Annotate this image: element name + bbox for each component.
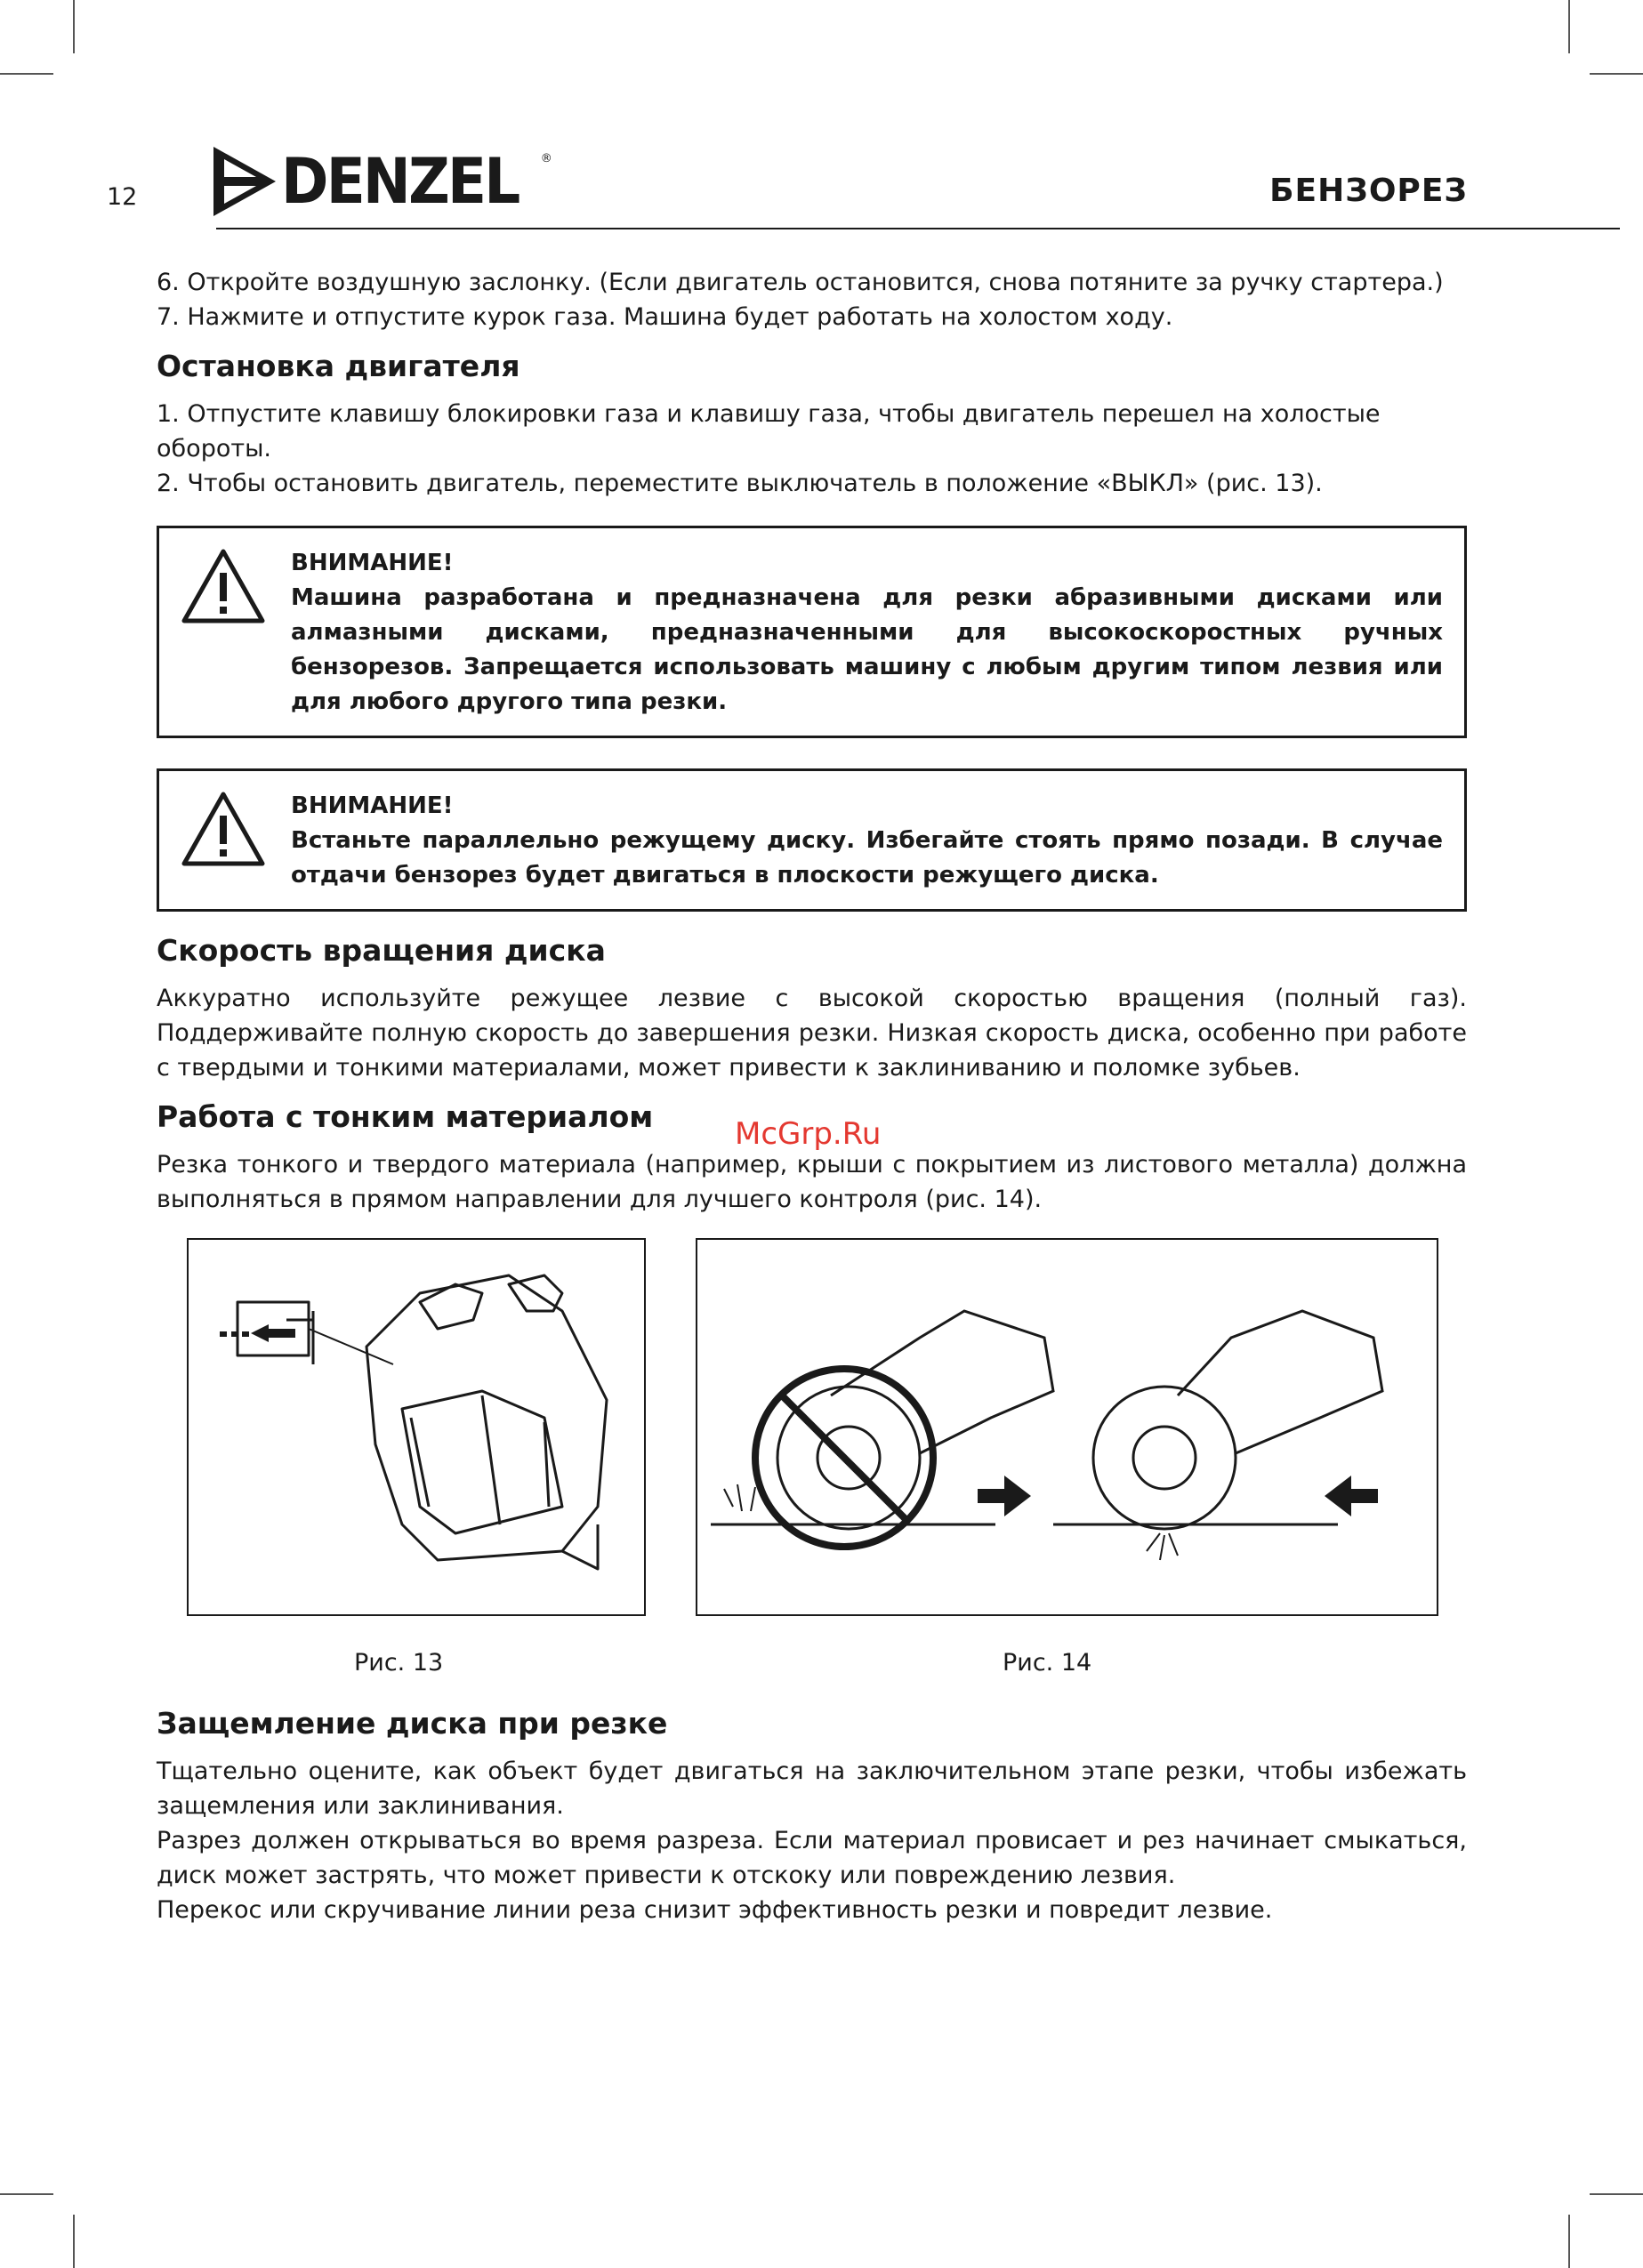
header-title: БЕНЗОРЕЗ	[1269, 173, 1468, 209]
crop-mark	[0, 2193, 53, 2195]
brand-logo	[213, 145, 552, 218]
cutting-direction-illustration	[697, 1240, 1437, 1614]
page-number: 12	[107, 183, 138, 211]
paragraph: Перекос или скручивание линии реза снизит эффективность резки и повредит лезвие.	[157, 1896, 1273, 1924]
warning-box	[157, 526, 1467, 738]
watermark: McGrp.Ru	[735, 1116, 882, 1152]
warning-text: Машина разработана и предназначена для резки абразивными дисками или алмазными дисками, предназначенными для высокоскоростных ручных бензорезов. Запрещается использовать машину с любым другим типом лезвия или для любого другого типа резки.	[291, 584, 1443, 715]
paragraph: Разрез должен открываться во время разреза. Если материал провисает и рез начинает смыкаться, диск может застрять, что может привести к отскоку или повреждению лезвия.	[157, 1827, 1467, 1889]
paragraph: Тщательно оцените, как объект будет двигаться на заключительном этапе резки, чтобы избежать защемления или заклинивания.	[157, 1757, 1467, 1820]
engine-switch-illustration	[189, 1240, 644, 1614]
warning-triangle-icon	[181, 791, 266, 867]
section-title-thin-material: Работа с тонким материалом	[157, 1099, 654, 1134]
crop-mark	[73, 2215, 75, 2268]
figure-14-caption: Рис. 14	[1003, 1649, 1092, 1677]
denzel-emblem-icon	[213, 147, 276, 216]
figure-13-caption: Рис. 13	[354, 1649, 444, 1677]
crop-mark	[1568, 0, 1570, 53]
list-item: 1. Отпустите клавишу блокировки газа и клавишу газа, чтобы двигатель перешел на холостые обороты.	[157, 400, 1381, 462]
warning-triangle-icon	[181, 548, 266, 624]
paragraph: Резка тонкого и твердого материала (например, крыши с покрытием из листового металла) должна выполняться в прямом направлении для лучшего контроля (рис. 14).	[157, 1151, 1467, 1213]
section-title-disc-speed: Скорость вращения диска	[157, 933, 606, 968]
list-item: 2. Чтобы остановить двигатель, переместите выключатель в положение «ВЫКЛ» (рис. 13).	[157, 470, 1323, 497]
section-title-pinching: Защемление диска при резке	[157, 1706, 668, 1741]
figure-13	[187, 1238, 646, 1616]
crop-mark	[1590, 73, 1643, 75]
crop-mark	[0, 73, 53, 75]
section-title-stop-engine: Остановка двигателя	[157, 349, 520, 383]
header-divider	[216, 228, 1620, 229]
figure-14	[696, 1238, 1438, 1616]
paragraph: Аккуратно используйте режущее лезвие с высокой скоростью вращения (полный газ). Поддерживайте полную скорость до завершения резки. Низкая скорость диска, особенно при работе с твердыми и тонкими материалами, может привести к заклиниванию и поломке зубьев.	[157, 985, 1467, 1082]
crop-mark	[1568, 2215, 1570, 2268]
crop-mark	[1590, 2193, 1643, 2195]
list-item: 7. Нажмите и отпустите курок газа. Машина будет работать на холостом ходу.	[157, 303, 1173, 331]
figures-row	[157, 1238, 1467, 1701]
page-content	[157, 265, 1467, 1927]
registered-mark: ®	[540, 151, 552, 165]
warning-heading: ВНИМАНИЕ!	[291, 550, 454, 576]
list-item: 6. Откройте воздушную заслонку. (Если двигатель остановится, снова потяните за ручку стартера.)	[157, 269, 1444, 296]
warning-box	[157, 768, 1467, 912]
warning-text: Встаньте параллельно режущему диску. Избегайте стоять прямо позади. В случае отдачи бензорез будет двигаться в плоскости режущего диска.	[291, 827, 1443, 889]
brand-name: DENZEL	[281, 145, 519, 218]
crop-mark	[73, 0, 75, 53]
warning-heading: ВНИМАНИЕ!	[291, 792, 454, 819]
